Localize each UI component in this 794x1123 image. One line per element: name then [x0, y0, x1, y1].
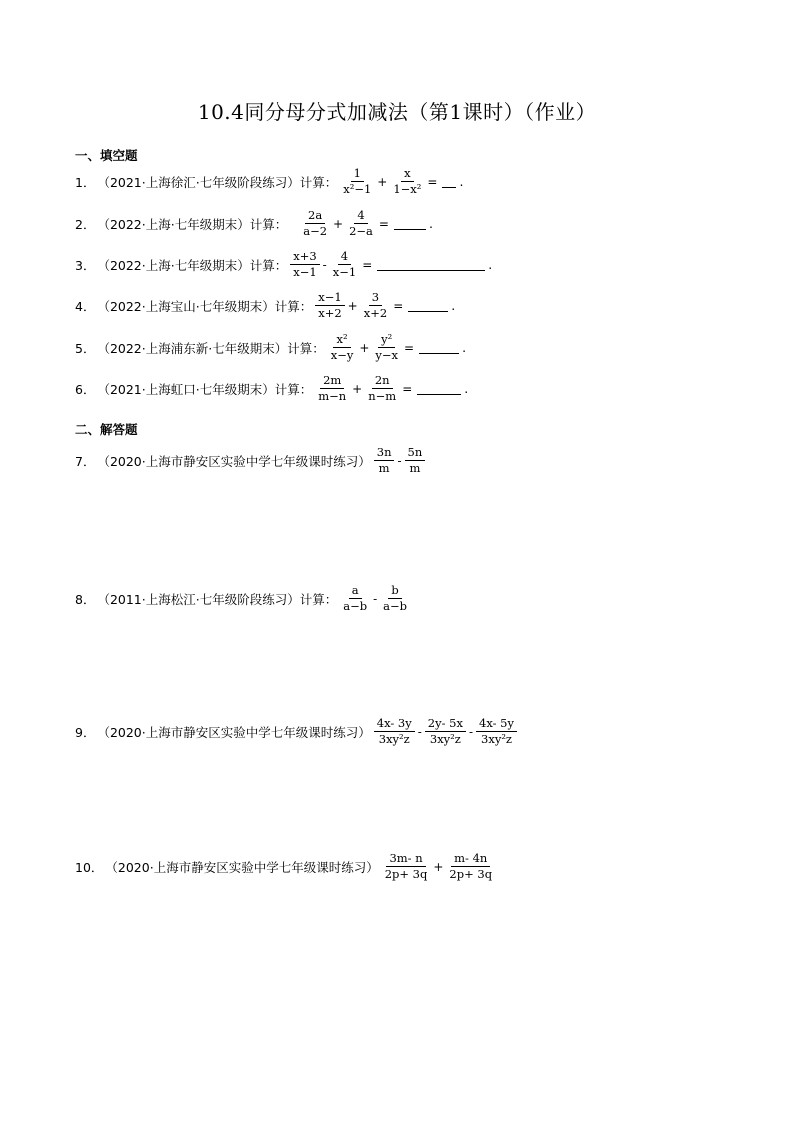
denominator: x−y	[330, 348, 354, 363]
operator: -	[397, 453, 402, 468]
answer-blank[interactable]	[442, 175, 456, 188]
numerator: x−1	[315, 291, 344, 306]
operator: +	[433, 859, 444, 874]
question-source: （2011·上海松江·七年级阶段练习）计算：	[97, 591, 338, 607]
question-source: （2020·上海市静安区实验中学七年级课时练习）	[105, 859, 379, 875]
fraction-2	[372, 333, 401, 362]
period: .	[464, 381, 469, 397]
denominator: 2p+ 3q	[384, 867, 428, 882]
question-number: 1．	[75, 174, 96, 190]
question-number: 5．	[75, 340, 96, 356]
numerator: 4x- 5y	[476, 717, 517, 732]
operator: -	[373, 591, 378, 606]
question-number: 2．	[75, 216, 96, 232]
question-number: 3．	[75, 257, 96, 273]
denominator: x+2	[318, 306, 342, 321]
question-source: （2021·上海虹口·七年级期末）计算：	[97, 381, 313, 397]
fraction-1	[290, 250, 319, 279]
fraction-2	[361, 291, 390, 320]
fraction-2	[330, 250, 359, 279]
numerator: 4	[354, 209, 367, 224]
numerator: a	[349, 584, 362, 599]
numerator: 2n	[372, 374, 393, 389]
answer-blank[interactable]	[417, 382, 461, 395]
question-7	[75, 446, 426, 475]
denominator: a−b	[343, 599, 368, 614]
operator: -	[322, 257, 327, 272]
question-4	[75, 291, 455, 320]
question-source: （2022·上海宝山·七年级期末）计算：	[97, 298, 313, 314]
question-3	[75, 250, 492, 279]
period: .	[428, 216, 433, 232]
question-9	[75, 717, 518, 746]
denominator: a−2	[303, 224, 328, 239]
question-source: （2020·上海市静安区实验中学七年级课时练习）	[97, 453, 371, 469]
period: .	[488, 257, 493, 273]
fraction-1	[315, 291, 344, 320]
question-2	[75, 209, 433, 238]
question-5	[75, 333, 466, 362]
numerator: 1	[351, 167, 364, 182]
denominator: 2p+ 3q	[449, 867, 493, 882]
operator: +	[333, 216, 344, 231]
equals-sign: =	[362, 257, 373, 272]
numerator: m- 4n	[451, 852, 490, 867]
numerator: x²	[333, 333, 350, 348]
numerator: b	[388, 584, 401, 599]
fraction-1	[340, 167, 374, 196]
answer-blank[interactable]	[419, 341, 459, 354]
fraction-2	[390, 167, 424, 196]
question-source: （2021·上海徐汇·七年级阶段练习）计算：	[97, 174, 338, 190]
denominator: x−1	[332, 265, 357, 280]
numerator: 3m- n	[386, 852, 425, 867]
denominator: 3xy²z	[481, 732, 512, 747]
denominator: y−x	[375, 348, 399, 363]
question-number: 6．	[75, 381, 96, 397]
numerator: 2y- 5x	[425, 717, 466, 732]
operator: +	[377, 174, 388, 189]
denominator: m−n	[318, 389, 347, 404]
denominator: x+2	[363, 306, 388, 321]
question-number: 9．	[75, 724, 96, 740]
fraction-1	[328, 333, 357, 362]
question-number: 7．	[75, 453, 96, 469]
numerator: 2a	[305, 209, 325, 224]
operator: +	[359, 340, 370, 355]
numerator: 3n	[374, 446, 395, 461]
numerator: 4	[338, 250, 351, 265]
operator-2: -	[468, 724, 474, 739]
fraction-2	[446, 852, 495, 881]
equals-sign: =	[427, 174, 438, 189]
fraction-1	[340, 584, 370, 613]
numerator: 3	[369, 291, 382, 306]
fraction-2	[346, 209, 376, 238]
equals-sign: =	[393, 298, 404, 313]
question-8	[75, 584, 411, 613]
fraction-2	[405, 446, 426, 475]
equals-sign: =	[402, 381, 413, 396]
period: .	[462, 340, 467, 356]
numerator: y²	[378, 333, 395, 348]
denominator: 3xy²z	[378, 732, 410, 747]
fraction-3	[476, 717, 517, 746]
fraction-2	[365, 374, 399, 403]
question-number: 10．	[75, 859, 104, 875]
fraction-1	[374, 446, 395, 475]
answer-blank[interactable]	[408, 299, 448, 312]
section-heading-solve: 二、解答题	[75, 422, 138, 437]
denominator: x−1	[293, 265, 317, 280]
equals-sign: =	[378, 216, 389, 231]
denominator: m	[378, 461, 390, 476]
denominator: 2−a	[349, 224, 373, 239]
question-source: （2020·上海市静安区实验中学七年级课时练习）	[97, 724, 371, 740]
period: .	[459, 174, 464, 190]
question-number: 8．	[75, 591, 96, 607]
numerator: x	[401, 167, 414, 182]
numerator: 2m	[320, 374, 344, 389]
period: .	[451, 298, 456, 314]
denominator: 3xy²z	[429, 732, 461, 747]
section-heading-fill: 一、填空题	[75, 148, 138, 163]
denominator: a−b	[383, 599, 407, 614]
operator: -	[417, 724, 422, 739]
denominator: 1−x²	[393, 182, 422, 197]
numerator: x+3	[290, 250, 319, 265]
numerator: 5n	[405, 446, 426, 461]
question-10	[75, 852, 496, 881]
denominator: m	[409, 461, 421, 476]
denominator: x²−1	[343, 182, 372, 197]
question-6	[75, 374, 468, 403]
page-title: 10.4同分母分式加减法（第1课时）（作业）	[197, 100, 597, 124]
fraction-1	[382, 852, 431, 881]
fraction-1	[315, 374, 349, 403]
question-source: （2022·上海·七年级期末）计算：	[97, 257, 288, 273]
equals-sign: =	[404, 340, 415, 355]
numerator: 4x- 3y	[374, 717, 415, 732]
fraction-2	[380, 584, 410, 613]
question-source: （2022·上海浦东新·七年级期末）计算：	[97, 340, 325, 356]
operator: +	[347, 298, 358, 313]
answer-blank[interactable]	[377, 258, 485, 271]
question-source: （2022·上海·七年级期末）计算：	[97, 216, 288, 232]
fraction-1	[300, 209, 330, 238]
fraction-1	[374, 717, 415, 746]
question-1	[75, 167, 463, 196]
denominator: n−m	[368, 389, 397, 404]
answer-blank[interactable]	[394, 217, 426, 230]
question-number: 4．	[75, 298, 96, 314]
operator: +	[352, 381, 363, 396]
fraction-2	[425, 717, 466, 746]
